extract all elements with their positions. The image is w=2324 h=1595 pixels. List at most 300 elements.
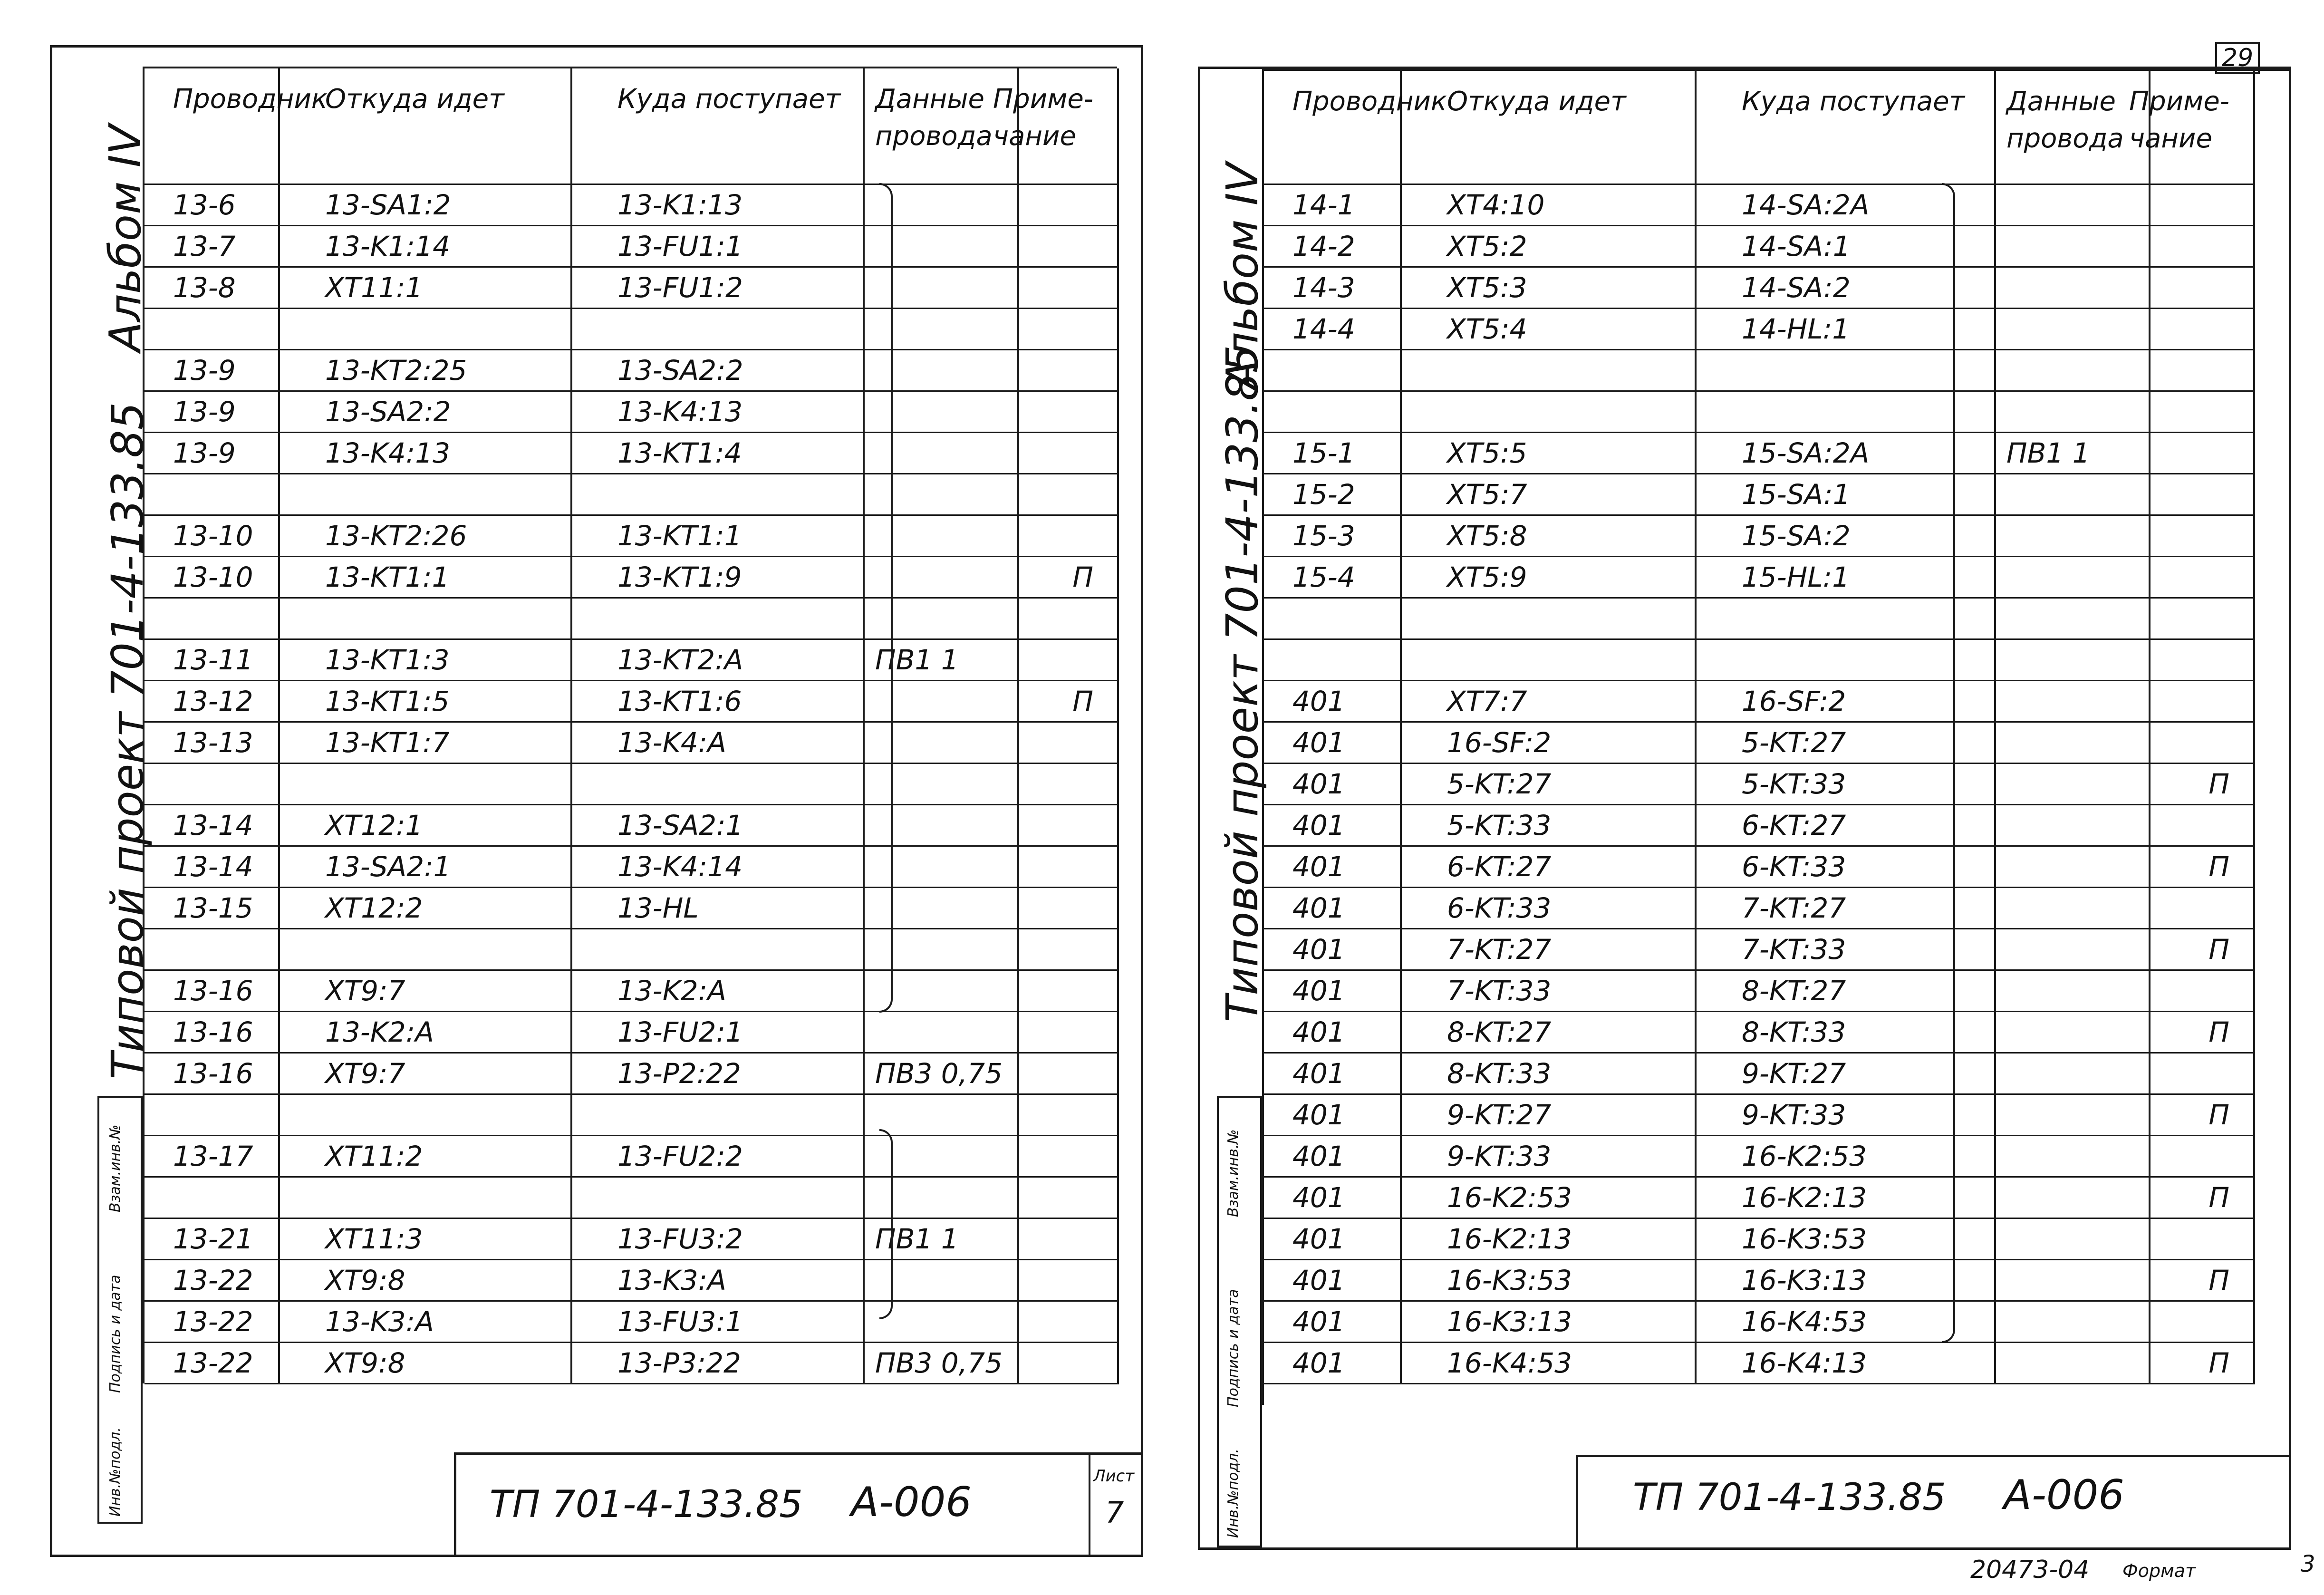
table-cell-c5 xyxy=(2150,888,2255,928)
table-cell-c5 xyxy=(1019,350,1119,390)
table-cell-c1 xyxy=(145,1178,280,1218)
table-row xyxy=(1264,350,2255,392)
table-cell-c5: П xyxy=(2150,847,2255,887)
table-cell-c4 xyxy=(1996,392,2150,432)
table-cell-c2: 13-KT1:7 xyxy=(280,723,572,763)
table-cell-c1: 401 xyxy=(1264,971,1402,1011)
table-cell-c1: 401 xyxy=(1264,764,1402,804)
table-cell-c4 xyxy=(1996,309,2150,349)
table-cell-c2: 9-KT:33 xyxy=(1402,1136,1697,1176)
table-cell-c1: 15-3 xyxy=(1264,516,1402,556)
table-cell-c2: XT5:8 xyxy=(1402,516,1697,556)
table-cell-c1: 13-12 xyxy=(145,681,280,721)
table-cell-c5 xyxy=(2150,971,2255,1011)
table-cell-c1: 401 xyxy=(1264,681,1402,721)
table-cell-c3: 7-KT:27 xyxy=(1697,888,1996,928)
table-cell-c4 xyxy=(1996,723,2150,763)
right-side-label-vzam: Взам.инв.№ xyxy=(1225,1129,1242,1217)
table-cell-c1 xyxy=(1264,640,1402,680)
table-cell-c2: 13-KT1:5 xyxy=(280,681,572,721)
table-cell-c3: 15-HL:1 xyxy=(1697,557,1996,597)
table-cell-c5 xyxy=(2150,1054,2255,1093)
table-cell-c1: 401 xyxy=(1264,1136,1402,1176)
table-row xyxy=(145,516,1119,557)
table-cell-c5 xyxy=(2150,433,2255,473)
table-cell-c5 xyxy=(2150,723,2255,763)
table-cell-c2: 13-SA1:2 xyxy=(280,185,572,225)
table-cell-c2: 5-KT:33 xyxy=(1402,805,1697,845)
table-cell-c4 xyxy=(1996,350,2150,390)
table-cell-c4: ПВ3 0,75 xyxy=(865,1343,1019,1383)
table-cell-c5: П xyxy=(2150,1260,2255,1300)
table-row xyxy=(1264,1343,2255,1384)
table-cell-c1 xyxy=(145,764,280,804)
table-cell-c5 xyxy=(2150,185,2255,225)
table-row xyxy=(145,805,1119,847)
table-cell-c3 xyxy=(572,599,865,638)
table-row xyxy=(1264,1136,2255,1178)
table-cell-c1: 13-11 xyxy=(145,640,280,680)
table-cell-c3 xyxy=(572,309,865,349)
table-row xyxy=(1264,805,2255,847)
table-cell-c5 xyxy=(1019,433,1119,473)
left-header-c1: Проводник xyxy=(145,68,280,184)
table-cell-c2 xyxy=(1402,392,1697,432)
table-row xyxy=(1264,516,2255,557)
table-cell-c4 xyxy=(1996,599,2150,638)
table-row xyxy=(145,1260,1119,1302)
table-cell-c4: ПВ1 1 xyxy=(1996,433,2150,473)
table-cell-c5 xyxy=(1019,1012,1119,1052)
table-cell-c5 xyxy=(2150,516,2255,556)
table-row xyxy=(145,971,1119,1012)
table-cell-c3: 5-KT:33 xyxy=(1697,764,1996,804)
table-cell-c3: 13-K1:13 xyxy=(572,185,865,225)
table-row xyxy=(1264,723,2255,764)
table-cell-c3: 15-SA:1 xyxy=(1697,474,1996,514)
table-row xyxy=(1264,433,2255,474)
table-row xyxy=(1264,1302,2255,1343)
right-header-c2: Откуда идет xyxy=(1402,71,1697,184)
table-cell-c3: 5-KT:27 xyxy=(1697,723,1996,763)
table-cell-c2 xyxy=(1402,350,1697,390)
table-cell-c2: 6-KT:33 xyxy=(1402,888,1697,928)
right-wire-table xyxy=(1262,69,2291,1405)
table-cell-c4 xyxy=(1996,226,2150,266)
table-cell-c2 xyxy=(280,929,572,969)
table-cell-c3: 13-P2:22 xyxy=(572,1054,865,1093)
table-cell-c2: 13-K4:13 xyxy=(280,433,572,473)
table-cell-c5 xyxy=(2150,392,2255,432)
table-cell-c5: П xyxy=(2150,929,2255,969)
table-cell-c5 xyxy=(1019,1343,1119,1383)
table-cell-c1: 401 xyxy=(1264,847,1402,887)
table-cell-c3: 13-FU3:1 xyxy=(572,1302,865,1342)
table-cell-c5 xyxy=(2150,1219,2255,1259)
table-cell-c3: 14-SA:1 xyxy=(1697,226,1996,266)
table-cell-c2: XT9:8 xyxy=(280,1260,572,1300)
table-cell-c2 xyxy=(1402,640,1697,680)
table-cell-c1 xyxy=(145,599,280,638)
right-footer-code: 20473-04 xyxy=(1970,1556,2090,1584)
table-cell-c1 xyxy=(145,309,280,349)
table-cell-c3: 13-KT1:6 xyxy=(572,681,865,721)
table-cell-c3: 13-K4:13 xyxy=(572,392,865,432)
table-cell-c5 xyxy=(1019,185,1119,225)
table-cell-c2: 13-SA2:2 xyxy=(280,392,572,432)
table-cell-c3: 13-FU2:2 xyxy=(572,1136,865,1176)
table-cell-c4 xyxy=(1996,516,2150,556)
table-cell-c1: 13-7 xyxy=(145,226,280,266)
table-cell-c3: 13-KT1:4 xyxy=(572,433,865,473)
table-cell-c2: 13-KT1:1 xyxy=(280,557,572,597)
table-row xyxy=(1264,929,2255,971)
table-row xyxy=(145,764,1119,805)
table-cell-c3: 13-KT1:1 xyxy=(572,516,865,556)
right-stamp-code: ТП 701-4-133.85 xyxy=(1633,1476,1946,1519)
table-cell-c4 xyxy=(1996,1219,2150,1259)
table-cell-c2 xyxy=(280,1095,572,1135)
table-cell-c3: 16-K3:13 xyxy=(1697,1260,1996,1300)
table-row xyxy=(145,888,1119,929)
table-cell-c5 xyxy=(1019,226,1119,266)
left-brace-1 xyxy=(879,183,893,1013)
right-corner-number: 3 xyxy=(2301,1551,2315,1577)
table-row xyxy=(145,929,1119,971)
table-cell-c4 xyxy=(1996,1012,2150,1052)
table-cell-c3: 6-KT:33 xyxy=(1697,847,1996,887)
right-album-title: Альбом IV xyxy=(1217,163,1268,390)
table-cell-c5 xyxy=(1019,640,1119,680)
table-cell-c5 xyxy=(1019,516,1119,556)
table-cell-c1: 401 xyxy=(1264,1054,1402,1093)
table-cell-c4 xyxy=(1996,1136,2150,1176)
right-table-header xyxy=(1264,71,2255,185)
table-cell-c1: 401 xyxy=(1264,1095,1402,1135)
table-cell-c2: XT11:2 xyxy=(280,1136,572,1176)
table-cell-c1: 401 xyxy=(1264,1012,1402,1052)
table-cell-c2 xyxy=(280,1178,572,1218)
table-cell-c2: 16-K2:53 xyxy=(1402,1178,1697,1218)
left-album-title: Альбом IV xyxy=(100,125,151,352)
right-stamp-sheet-code: А-006 xyxy=(2004,1471,2125,1519)
table-cell-c2: 13-K3:A xyxy=(280,1302,572,1342)
table-cell-c4 xyxy=(865,1095,1019,1135)
table-cell-c4 xyxy=(1996,557,2150,597)
table-row xyxy=(1264,764,2255,805)
table-row xyxy=(145,309,1119,350)
table-cell-c5 xyxy=(1019,971,1119,1011)
table-row xyxy=(1264,599,2255,640)
table-cell-c1: 401 xyxy=(1264,805,1402,845)
table-cell-c3: 8-KT:33 xyxy=(1697,1012,1996,1052)
table-cell-c3: 16-K3:53 xyxy=(1697,1219,1996,1259)
table-row xyxy=(145,1054,1119,1095)
table-cell-c2: 16-K2:13 xyxy=(1402,1219,1697,1259)
table-cell-c1: 13-10 xyxy=(145,516,280,556)
left-list-label: Лист xyxy=(1093,1467,1135,1486)
table-cell-c2: 13-KT2:26 xyxy=(280,516,572,556)
table-cell-c3: 13-K4:A xyxy=(572,723,865,763)
table-row xyxy=(145,1343,1119,1384)
table-cell-c5 xyxy=(2150,599,2255,638)
right-header-c1: Проводник xyxy=(1264,71,1402,184)
table-cell-c1 xyxy=(145,1095,280,1135)
table-cell-c1: 401 xyxy=(1264,1260,1402,1300)
table-cell-c4: ПВ1 1 xyxy=(865,1219,1019,1259)
table-cell-c3: 9-KT:27 xyxy=(1697,1054,1996,1093)
table-cell-c4 xyxy=(1996,681,2150,721)
table-row xyxy=(1264,557,2255,599)
table-cell-c5 xyxy=(2150,309,2255,349)
table-row xyxy=(1264,1054,2255,1095)
table-row xyxy=(145,640,1119,681)
table-cell-c1: 13-15 xyxy=(145,888,280,928)
right-header-c3: Куда поступает xyxy=(1697,71,1996,184)
table-cell-c3 xyxy=(572,1095,865,1135)
table-cell-c1: 14-4 xyxy=(1264,309,1402,349)
table-row xyxy=(1264,640,2255,681)
table-cell-c4 xyxy=(1996,1095,2150,1135)
table-row xyxy=(145,1178,1119,1219)
table-cell-c4 xyxy=(1996,1302,2150,1342)
table-cell-c1: 15-2 xyxy=(1264,474,1402,514)
right-header-c5: Приме-чание xyxy=(2150,71,2255,184)
table-cell-c4 xyxy=(1996,640,2150,680)
table-cell-c4 xyxy=(1996,888,2150,928)
table-cell-c5 xyxy=(1019,268,1119,308)
table-cell-c2: 13-SA2:1 xyxy=(280,847,572,887)
table-cell-c5 xyxy=(2150,474,2255,514)
table-cell-c3: 13-FU2:1 xyxy=(572,1012,865,1052)
table-cell-c4 xyxy=(1996,185,2150,225)
table-row xyxy=(1264,888,2255,929)
table-cell-c1: 13-16 xyxy=(145,1054,280,1093)
table-row xyxy=(1264,392,2255,433)
table-cell-c3: 13-K2:A xyxy=(572,971,865,1011)
table-cell-c1: 401 xyxy=(1264,1219,1402,1259)
table-cell-c1: 13-9 xyxy=(145,392,280,432)
right-side-label-sign: Подпись и дата xyxy=(1225,1289,1242,1407)
right-sheet xyxy=(1162,0,2324,1595)
left-brace-2 xyxy=(879,1129,893,1319)
table-cell-c4 xyxy=(1996,1054,2150,1093)
table-cell-c2: XT5:4 xyxy=(1402,309,1697,349)
table-cell-c5: П xyxy=(1019,681,1119,721)
table-cell-c5 xyxy=(2150,268,2255,308)
table-row xyxy=(1264,681,2255,723)
table-row xyxy=(1264,185,2255,226)
table-cell-c3: 9-KT:33 xyxy=(1697,1095,1996,1135)
table-cell-c5 xyxy=(2150,1302,2255,1342)
table-cell-c2: XT5:2 xyxy=(1402,226,1697,266)
table-row xyxy=(145,392,1119,433)
table-cell-c3: 14-HL:1 xyxy=(1697,309,1996,349)
table-cell-c2: 13-KT1:3 xyxy=(280,640,572,680)
right-project-title: Типовой проект 701-4-133.85 xyxy=(1217,345,1268,1022)
table-cell-c4 xyxy=(1996,805,2150,845)
table-cell-c2: XT11:1 xyxy=(280,268,572,308)
table-cell-c3: 16-K4:53 xyxy=(1697,1302,1996,1342)
table-cell-c5: П xyxy=(2150,1012,2255,1052)
table-row xyxy=(1264,1260,2255,1302)
table-cell-c2: 16-K4:53 xyxy=(1402,1343,1697,1383)
table-cell-c5: П xyxy=(2150,764,2255,804)
table-row xyxy=(1264,847,2255,888)
table-cell-c2: 7-KT:33 xyxy=(1402,971,1697,1011)
table-cell-c2: 6-KT:27 xyxy=(1402,847,1697,887)
table-cell-c3: 13-FU1:1 xyxy=(572,226,865,266)
table-cell-c4 xyxy=(1996,971,2150,1011)
table-row xyxy=(1264,268,2255,309)
table-cell-c3: 16-K2:53 xyxy=(1697,1136,1996,1176)
table-cell-c2: XT9:7 xyxy=(280,971,572,1011)
table-cell-c1: 14-3 xyxy=(1264,268,1402,308)
table-cell-c3: 13-K3:A xyxy=(572,1260,865,1300)
table-cell-c1: 13-14 xyxy=(145,847,280,887)
table-cell-c3: 13-KT2:A xyxy=(572,640,865,680)
table-cell-c1: 13-13 xyxy=(145,723,280,763)
table-cell-c4 xyxy=(1996,1260,2150,1300)
table-cell-c2: 8-KT:33 xyxy=(1402,1054,1697,1093)
table-cell-c2: 9-KT:27 xyxy=(1402,1095,1697,1135)
table-cell-c3: 13-FU1:2 xyxy=(572,268,865,308)
table-cell-c1: 401 xyxy=(1264,888,1402,928)
table-cell-c5: П xyxy=(2150,1343,2255,1383)
table-cell-c2 xyxy=(280,309,572,349)
right-side-label-inv: Инв.№подл. xyxy=(1225,1449,1242,1538)
table-row xyxy=(145,723,1119,764)
table-row xyxy=(145,1095,1119,1136)
table-row xyxy=(1264,309,2255,350)
table-cell-c5 xyxy=(1019,1302,1119,1342)
table-cell-c5 xyxy=(1019,1178,1119,1218)
table-cell-c2: 16-K3:13 xyxy=(1402,1302,1697,1342)
table-cell-c3: 13-FU3:2 xyxy=(572,1219,865,1259)
table-cell-c4: ПВ1 1 xyxy=(865,640,1019,680)
table-cell-c4: ПВ3 0,75 xyxy=(865,1054,1019,1093)
table-cell-c5: П xyxy=(2150,1095,2255,1135)
table-row xyxy=(1264,474,2255,516)
table-cell-c3: 16-SF:2 xyxy=(1697,681,1996,721)
left-header-c3: Куда поступает xyxy=(572,68,865,184)
table-row xyxy=(145,557,1119,599)
table-row xyxy=(145,681,1119,723)
table-row xyxy=(1264,971,2255,1012)
table-cell-c3: 8-KT:27 xyxy=(1697,971,1996,1011)
table-cell-c5 xyxy=(1019,474,1119,514)
table-row xyxy=(145,185,1119,226)
table-cell-c1: 13-16 xyxy=(145,971,280,1011)
table-cell-c2: 16-K3:53 xyxy=(1402,1260,1697,1300)
table-cell-c1: 13-22 xyxy=(145,1343,280,1383)
table-cell-c2 xyxy=(280,474,572,514)
table-cell-c5 xyxy=(1019,929,1119,969)
table-row xyxy=(1264,1219,2255,1260)
table-cell-c2 xyxy=(1402,599,1697,638)
table-cell-c4 xyxy=(1996,1178,2150,1218)
table-row xyxy=(145,599,1119,640)
table-cell-c3: 13-HL xyxy=(572,888,865,928)
table-cell-c1 xyxy=(1264,392,1402,432)
table-row xyxy=(1264,1178,2255,1219)
table-cell-c3: 13-P3:22 xyxy=(572,1343,865,1383)
table-cell-c2: 13-KT2:25 xyxy=(280,350,572,390)
table-cell-c5 xyxy=(1019,1260,1119,1300)
table-row xyxy=(145,1012,1119,1054)
table-cell-c4 xyxy=(1996,1343,2150,1383)
table-cell-c1: 13-22 xyxy=(145,1302,280,1342)
left-stamp-code: ТП 701-4-133.85 xyxy=(490,1483,803,1526)
table-cell-c2: XT12:2 xyxy=(280,888,572,928)
table-row xyxy=(145,474,1119,516)
table-cell-c3: 14-SA:2 xyxy=(1697,268,1996,308)
table-cell-c1: 13-17 xyxy=(145,1136,280,1176)
table-cell-c2 xyxy=(280,764,572,804)
table-cell-c1 xyxy=(1264,599,1402,638)
left-side-label-vzam: Взам.инв.№ xyxy=(107,1124,124,1212)
table-cell-c1: 13-16 xyxy=(145,1012,280,1052)
table-cell-c1: 14-2 xyxy=(1264,226,1402,266)
table-cell-c1: 13-9 xyxy=(145,350,280,390)
table-cell-c1: 13-8 xyxy=(145,268,280,308)
table-cell-c5 xyxy=(2150,226,2255,266)
left-header-c5: Приме-чание xyxy=(1019,68,1119,184)
table-cell-c1: 13-21 xyxy=(145,1219,280,1259)
right-footer-format: Формат xyxy=(2122,1560,2196,1581)
table-cell-c2: XT11:3 xyxy=(280,1219,572,1259)
table-cell-c3 xyxy=(572,929,865,969)
right-page-number: 29 xyxy=(2215,42,2260,74)
table-cell-c1: 401 xyxy=(1264,929,1402,969)
table-cell-c5 xyxy=(1019,847,1119,887)
left-wire-table xyxy=(143,67,1117,1383)
table-cell-c1: 401 xyxy=(1264,723,1402,763)
table-cell-c3 xyxy=(572,474,865,514)
table-cell-c5 xyxy=(1019,1136,1119,1176)
table-cell-c5 xyxy=(1019,599,1119,638)
table-cell-c5 xyxy=(1019,1054,1119,1093)
table-cell-c3: 6-KT:27 xyxy=(1697,805,1996,845)
table-cell-c1: 13-6 xyxy=(145,185,280,225)
table-cell-c1: 15-4 xyxy=(1264,557,1402,597)
table-cell-c2: 13-K1:14 xyxy=(280,226,572,266)
table-row xyxy=(145,1302,1119,1343)
table-cell-c4 xyxy=(1996,764,2150,804)
table-cell-c5 xyxy=(1019,1219,1119,1259)
table-cell-c1: 13-22 xyxy=(145,1260,280,1300)
table-cell-c2: XT9:8 xyxy=(280,1343,572,1383)
left-table-header xyxy=(145,68,1119,185)
table-cell-c1: 401 xyxy=(1264,1343,1402,1383)
table-cell-c3: 13-K4:14 xyxy=(572,847,865,887)
table-cell-c2 xyxy=(280,599,572,638)
table-row xyxy=(1264,1095,2255,1136)
table-row xyxy=(145,433,1119,474)
table-cell-c5 xyxy=(1019,392,1119,432)
table-cell-c3: 13-SA2:2 xyxy=(572,350,865,390)
table-cell-c5 xyxy=(1019,309,1119,349)
table-cell-c5 xyxy=(1019,888,1119,928)
table-cell-c3: 13-SA2:1 xyxy=(572,805,865,845)
left-project-title: Типовой проект 701-4-133.85 xyxy=(102,402,153,1079)
right-brace-1 xyxy=(1942,183,1955,1343)
table-cell-c1 xyxy=(145,929,280,969)
table-row xyxy=(145,1136,1119,1178)
table-cell-c2: XT9:7 xyxy=(280,1054,572,1093)
table-cell-c5 xyxy=(2150,557,2255,597)
table-cell-c3: 16-K4:13 xyxy=(1697,1343,1996,1383)
